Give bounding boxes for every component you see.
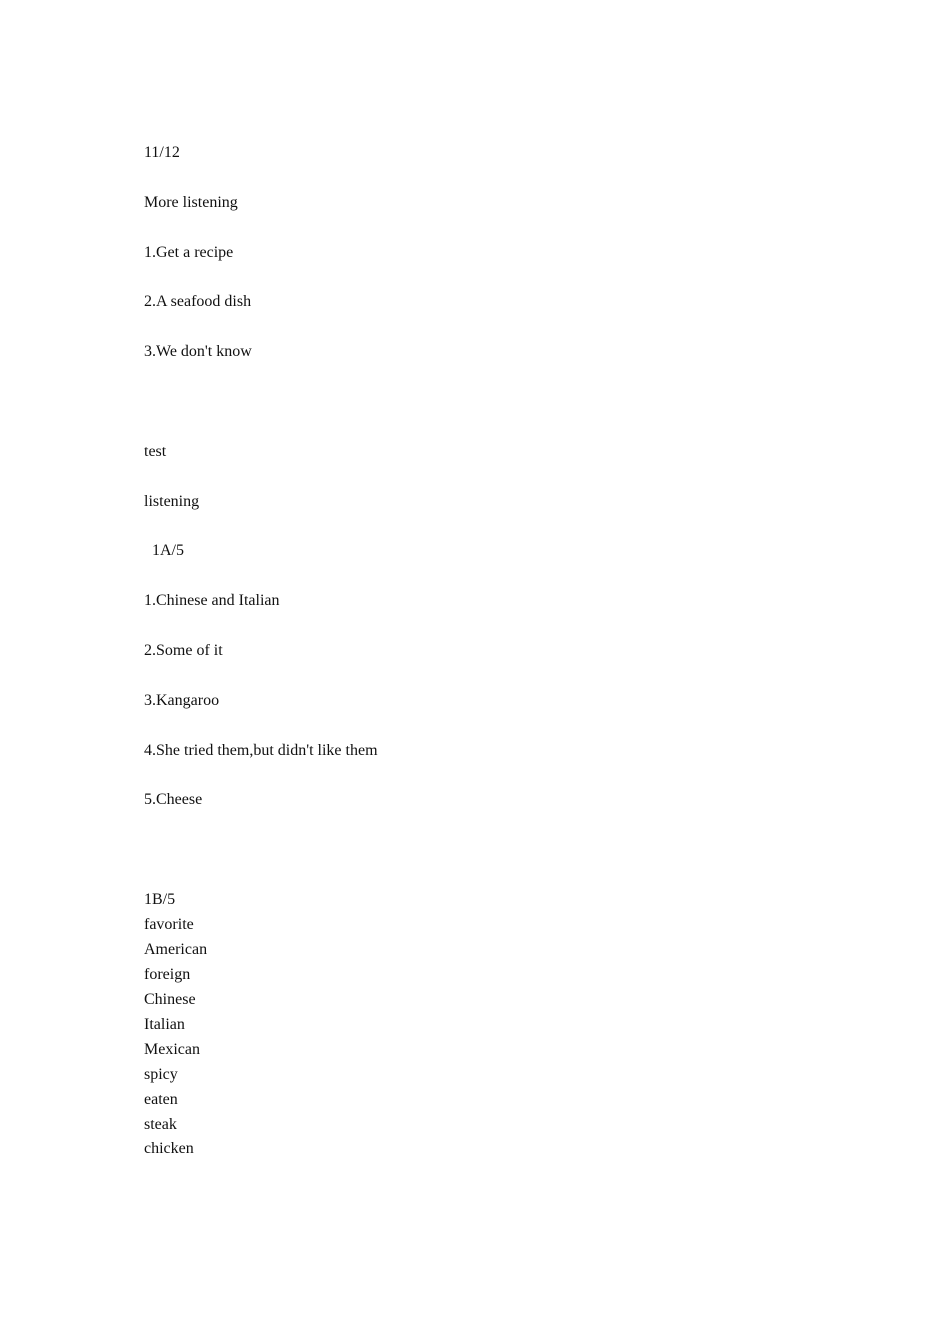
date-heading: 11/12 (144, 144, 180, 161)
list-item: 1.Get a recipe (144, 244, 234, 261)
list-item: 3.We don't know (144, 343, 252, 360)
list-item: 3.Kangaroo (144, 692, 220, 709)
word-item: eaten (144, 1091, 178, 1108)
word-item: foreign (144, 966, 191, 983)
word-item: Mexican (144, 1041, 200, 1058)
list-item: 4.She tried them,but didn't like them (144, 742, 378, 759)
word-item: Chinese (144, 991, 196, 1008)
word-item: chicken (144, 1140, 194, 1157)
word-item: spicy (144, 1066, 178, 1083)
word-item: steak (144, 1116, 177, 1133)
list-item: 1.Chinese and Italian (144, 592, 280, 609)
word-item: American (144, 941, 208, 958)
list-item: 5.Cheese (144, 791, 203, 808)
list-item: 2.A seafood dish (144, 293, 252, 310)
test-subtitle: listening (144, 493, 200, 510)
test-title: test (144, 443, 167, 460)
part-1a-label: 1A/5 (144, 542, 184, 559)
word-item: favorite (144, 916, 194, 933)
part-1b-label: 1B/5 (144, 891, 176, 908)
section-title: More listening (144, 194, 238, 211)
list-item: 2.Some of it (144, 642, 223, 659)
word-item: Italian (144, 1016, 185, 1033)
